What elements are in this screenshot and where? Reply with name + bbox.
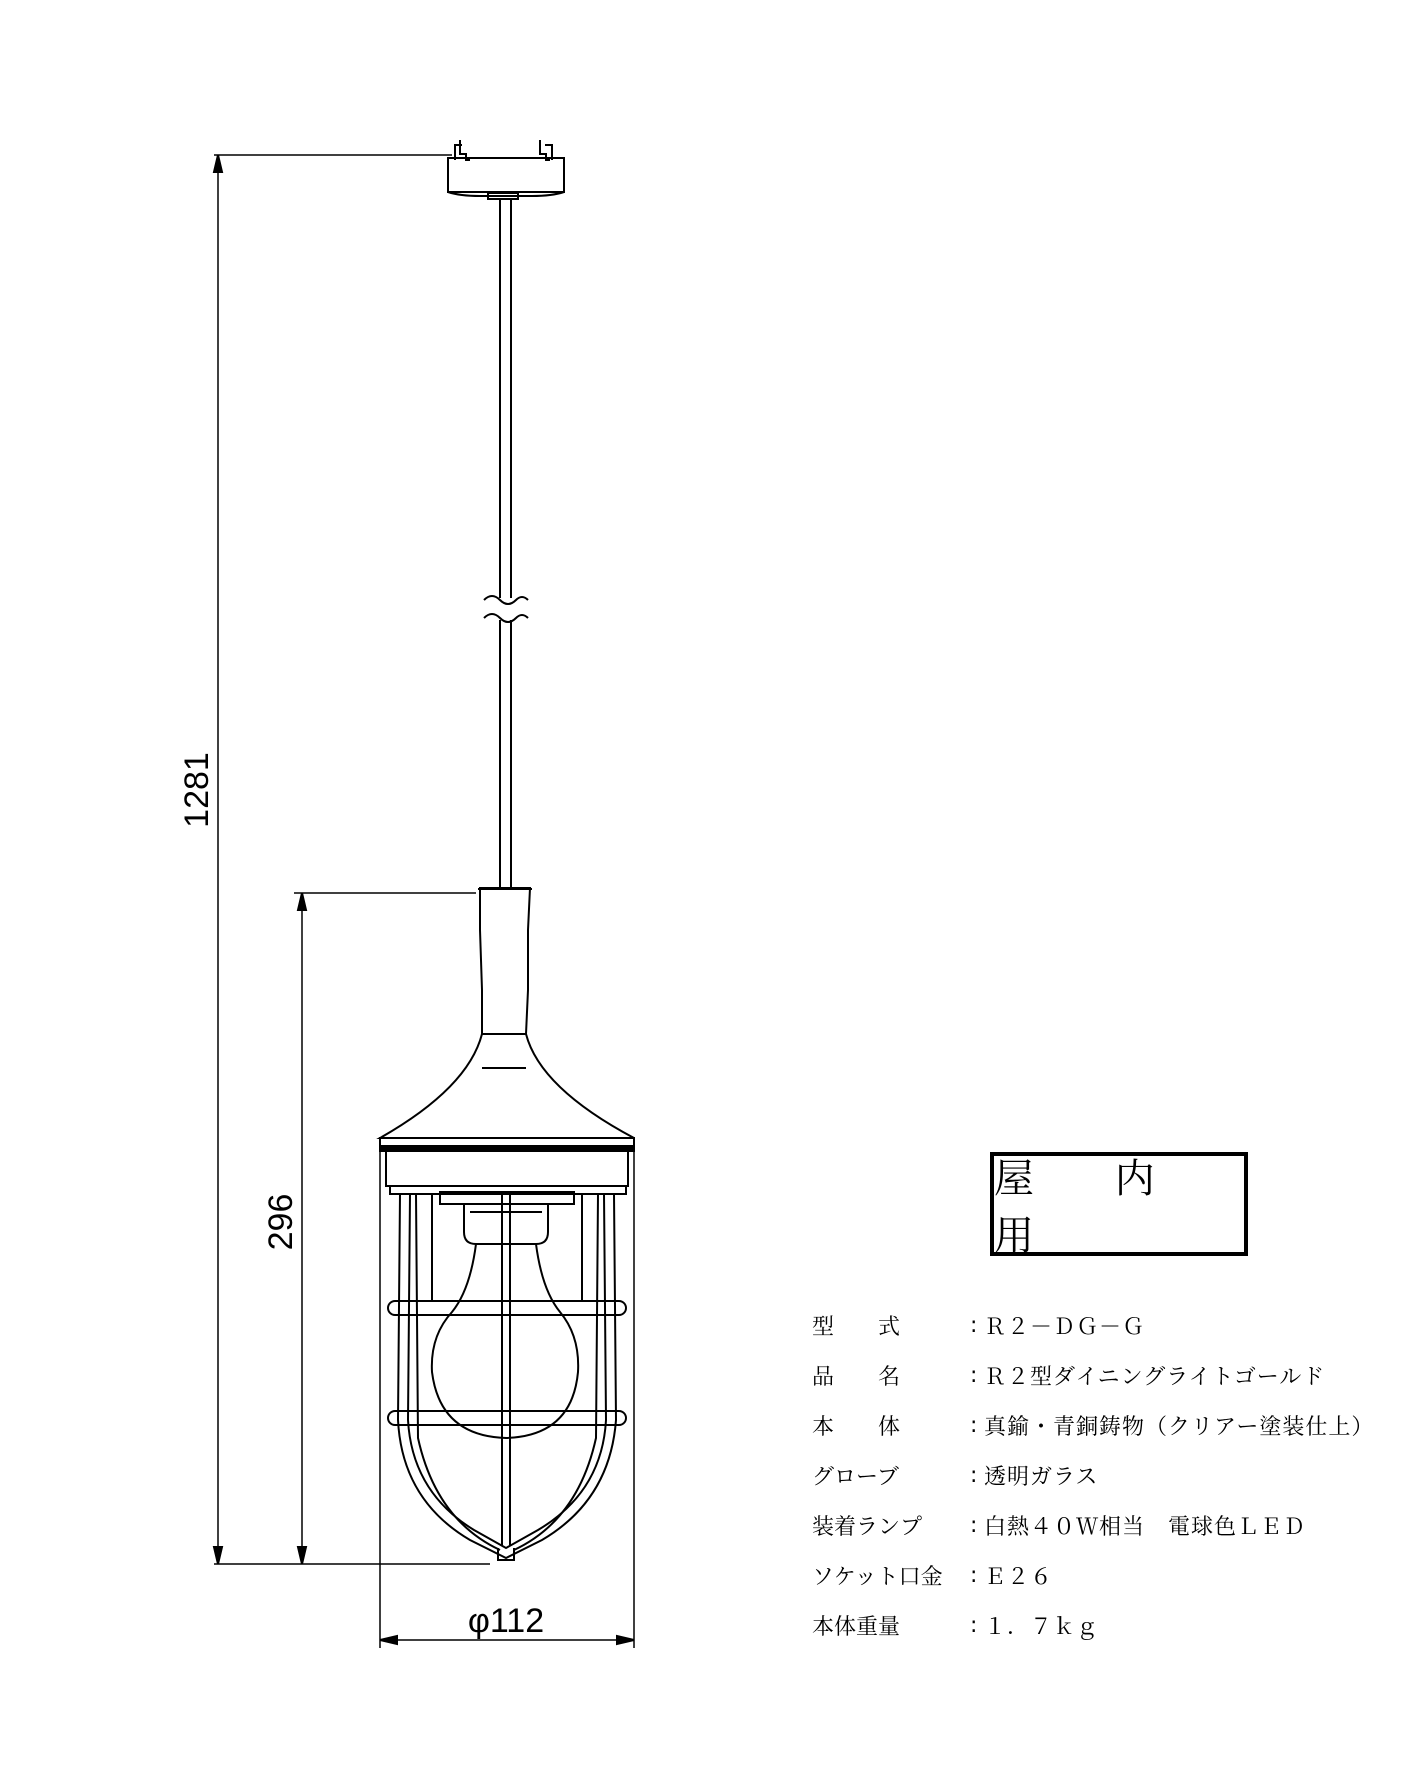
spec-label: ソケット口金 [812, 1564, 943, 1590]
spec-list [812, 1300, 1412, 1650]
spec-row [812, 1400, 1412, 1450]
spec-colon: : [970, 1362, 978, 1388]
spec-row [812, 1600, 1412, 1650]
dimension-total-height-label: 1281 [178, 752, 216, 828]
cord [484, 198, 528, 887]
dimension-diameter-label: φ112 [467, 1602, 545, 1640]
spec-label: 本 体 [812, 1414, 901, 1440]
socket [440, 1192, 574, 1244]
spec-row [812, 1350, 1412, 1400]
dimension-body-height [294, 893, 476, 1564]
spec-value: 白熱４０Ｗ相当 電球色ＬＥＤ [984, 1514, 1307, 1540]
spec-row [812, 1550, 1412, 1600]
spec-label: グローブ [812, 1464, 899, 1490]
indoor-use-badge [990, 1152, 1248, 1259]
spec-value: Ｅ２６ [984, 1564, 1054, 1590]
guard-cage [388, 1194, 626, 1560]
spec-label: 型 式 [812, 1314, 901, 1340]
spec-colon: : [970, 1412, 978, 1438]
dimension-total-height [214, 155, 490, 1564]
spec-colon: : [970, 1512, 978, 1538]
spec-label: 本体重量 [812, 1614, 901, 1640]
fitter-ring [380, 1138, 634, 1194]
spec-value: 透明ガラス [984, 1464, 1099, 1490]
spec-value: Ｒ２－ＤＧ－Ｇ [984, 1314, 1146, 1340]
bulb [432, 1244, 578, 1438]
spec-colon: : [970, 1612, 978, 1638]
indoor-use-badge-text: 屋 内 用 [994, 1156, 1189, 1259]
spec-colon: : [970, 1562, 978, 1588]
lamp-neck [380, 888, 634, 1138]
ceiling-canopy [448, 140, 564, 199]
spec-value: Ｒ２型ダイニングライトゴールド [984, 1364, 1326, 1390]
spec-row [812, 1300, 1412, 1350]
spec-label: 装着ランプ [812, 1514, 923, 1540]
spec-label: 品 名 [812, 1364, 901, 1390]
spec-row [812, 1450, 1412, 1500]
spec-row [812, 1500, 1412, 1550]
dimension-body-height-label: 296 [262, 1193, 300, 1251]
spec-colon: : [970, 1462, 978, 1488]
spec-colon: : [970, 1312, 978, 1338]
spec-value: 真鍮・青銅鋳物（クリアー塗装仕上） [984, 1414, 1375, 1440]
spec-value: １．７ｋｇ [984, 1614, 1100, 1640]
